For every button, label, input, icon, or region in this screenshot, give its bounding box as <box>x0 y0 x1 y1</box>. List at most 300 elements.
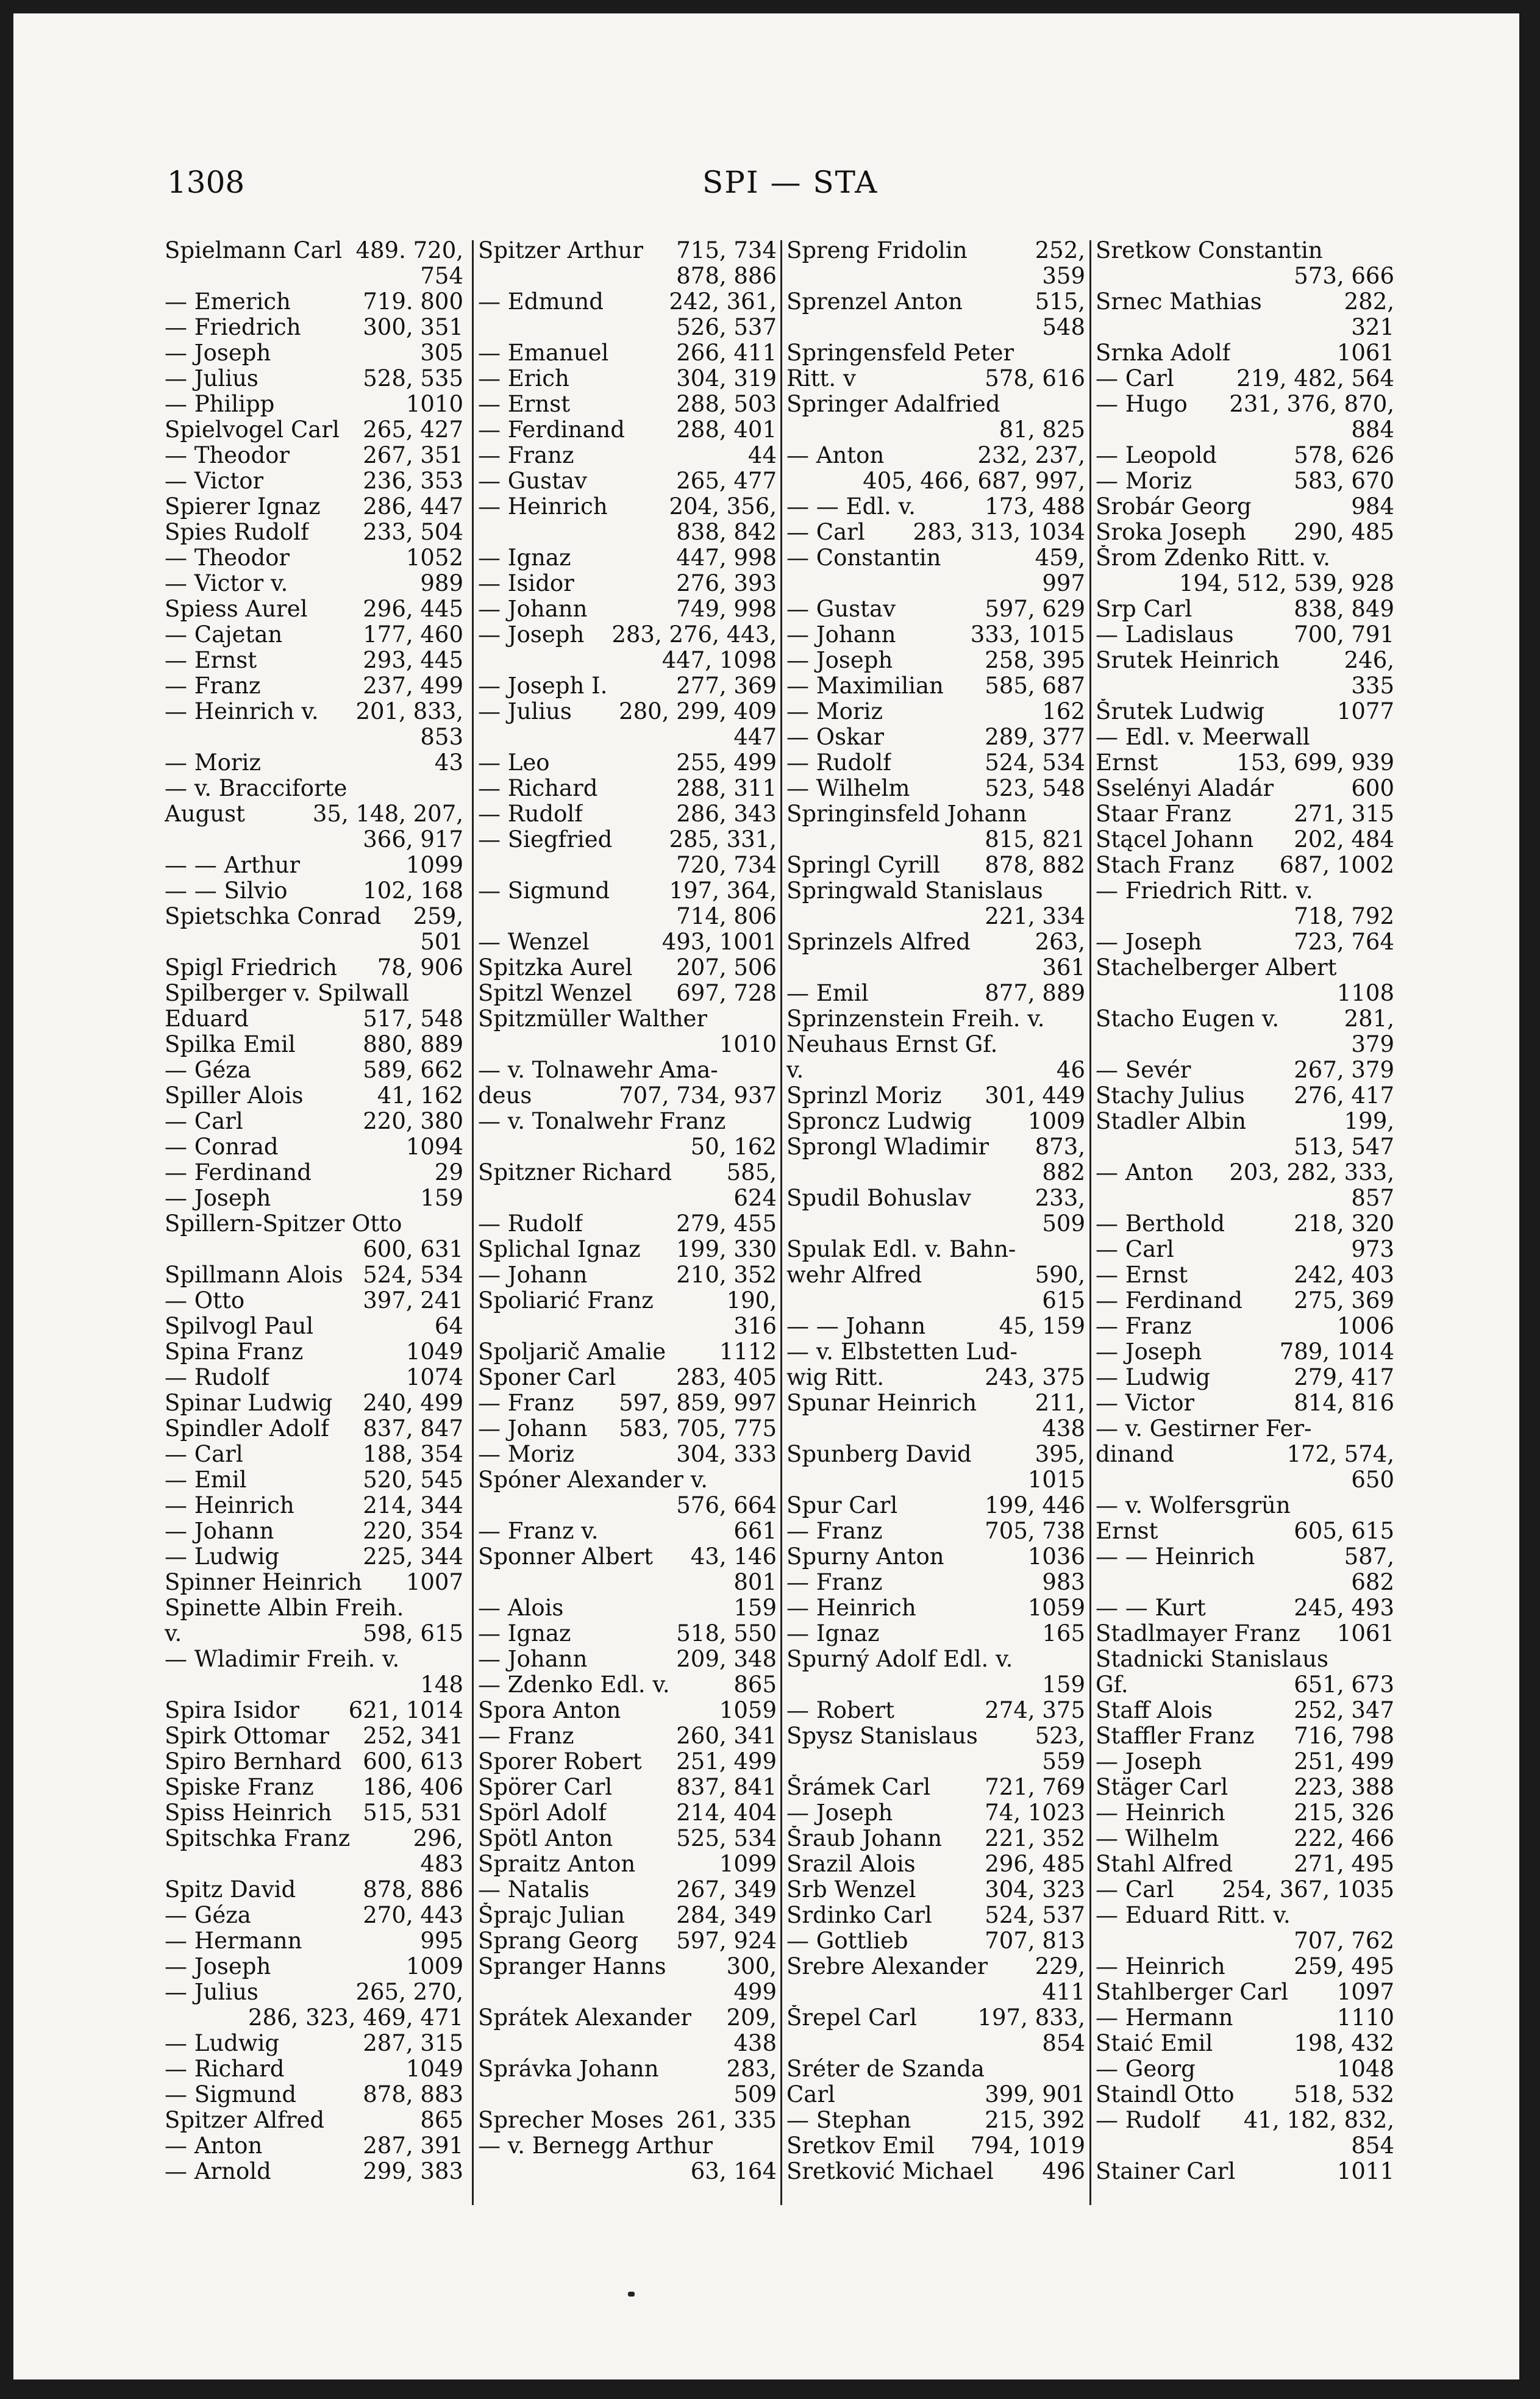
entry-pages: 615 <box>1042 1287 1085 1314</box>
entry-name: — — Johann <box>786 1314 926 1339</box>
index-line <box>165 1646 463 1672</box>
entry-pages: 43, 146 <box>690 1543 777 1570</box>
entry-name: — Leo <box>478 750 550 776</box>
index-line <box>478 571 777 596</box>
entry-pages: 188, 354 <box>363 1441 463 1467</box>
index-line <box>786 827 1085 853</box>
entry-pages: 236, 353 <box>363 468 463 494</box>
entry-pages: 190, <box>726 1287 777 1314</box>
index-line <box>165 1903 463 1928</box>
entry-name: Staindl Otto <box>1096 2082 1235 2108</box>
entry-pages: 411 <box>1042 1979 1085 2005</box>
index-line <box>165 1237 463 1262</box>
entry-pages: 232, 237, <box>977 442 1085 468</box>
page-number: 1308 <box>167 165 245 200</box>
index-line <box>786 520 1085 545</box>
entry-name: — Emerich <box>165 289 291 315</box>
index-line <box>1096 673 1394 699</box>
entry-name: — Ferdinand <box>478 417 625 443</box>
entry-name: — v. Wolfersgrün <box>1096 1493 1291 1518</box>
entry-name: Spillmann Alois <box>165 1262 343 1288</box>
index-line <box>1096 2031 1394 2056</box>
entry-pages: 102, 168 <box>363 878 463 904</box>
index-line <box>1096 263 1394 289</box>
entry-name: — Rudolf <box>1096 2108 1200 2133</box>
index-line <box>1096 1851 1394 1877</box>
entry-pages: 201, 833, <box>355 698 463 724</box>
entry-pages: 878, 883 <box>363 2081 463 2108</box>
index-line <box>786 1698 1085 1723</box>
index-line <box>478 417 777 443</box>
index-line <box>478 750 777 776</box>
index-line <box>1096 929 1394 955</box>
index-line <box>478 1723 777 1749</box>
entry-pages: 682 <box>1351 1569 1394 1595</box>
entry-name: Sroka Joseph <box>1096 520 1247 545</box>
entry-pages: 597, 629 <box>985 596 1085 622</box>
entry-name: Spina Franz <box>165 1339 304 1365</box>
index-line <box>1096 1800 1394 1826</box>
entry-name: — Heinrich <box>165 1493 294 1518</box>
entry-name: — Rudolf <box>165 1365 269 1390</box>
entry-name: Spudil Bohuslav <box>786 1185 971 1211</box>
index-line <box>1096 391 1394 417</box>
index-line <box>786 366 1085 391</box>
entry-pages: 210, 352 <box>676 1262 777 1288</box>
entry-pages: 274, 375 <box>985 1697 1085 1723</box>
entry-pages: 585, <box>726 1159 777 1185</box>
entry-name: — Franz <box>786 1518 883 1544</box>
entry-name: Spinette Albin Freih. <box>165 1595 404 1621</box>
index-line <box>165 1749 463 1775</box>
entry-name: Srnka Adolf <box>1096 340 1231 366</box>
entry-name: — Moriz <box>165 750 261 776</box>
entry-pages: 243, 375 <box>985 1364 1085 1390</box>
index-line <box>165 1544 463 1570</box>
index-line <box>478 1775 777 1800</box>
entry-name: Spurný Adolf Edl. v. <box>786 1646 1013 1672</box>
index-line <box>165 904 463 929</box>
index-line <box>478 1083 777 1109</box>
entry-pages: 203, 282, 333, <box>1229 1159 1394 1185</box>
entry-pages: 276, 393 <box>676 570 777 596</box>
index-line <box>165 238 463 263</box>
entry-pages: 517, 548 <box>363 1006 463 1032</box>
entry-name: Splichal Ignaz <box>478 1237 641 1262</box>
entry-pages: 237, 499 <box>363 673 463 699</box>
entry-pages: 283, 405 <box>676 1364 777 1390</box>
entry-name: Spranger Hanns <box>478 1954 666 1979</box>
entry-pages: 651, 673 <box>1294 1671 1394 1698</box>
entry-pages: 258, 395 <box>985 647 1085 673</box>
entry-pages: 1011 <box>1336 2158 1394 2184</box>
index-line <box>165 520 463 545</box>
entry-pages: 496 <box>1042 2158 1085 2184</box>
entry-name: Spunar Heinrich <box>786 1390 977 1416</box>
index-line <box>478 724 777 750</box>
index-line <box>1096 1672 1394 1698</box>
entry-pages: 854 <box>1351 2133 1394 2159</box>
entry-name: Springl Cyrill <box>786 853 941 878</box>
entry-name: wig Ritt. <box>786 1365 885 1390</box>
entry-name: — Ferdinand <box>1096 1288 1242 1314</box>
index-line <box>478 1621 777 1646</box>
index-line <box>165 1339 463 1365</box>
entry-pages: 245, 493 <box>1294 1595 1394 1621</box>
entry-name: Spinner Heinrich <box>165 1570 362 1595</box>
index-line <box>1096 1160 1394 1185</box>
entry-pages: 267, 379 <box>1294 1057 1394 1083</box>
entry-pages: 252, <box>1035 237 1085 263</box>
index-line <box>478 622 777 648</box>
entry-name: — Géza <box>165 1903 251 1928</box>
entry-name: Sprenzel Anton <box>786 289 963 315</box>
entry-pages: 50, 162 <box>690 1134 777 1160</box>
index-line <box>478 1288 777 1314</box>
entry-pages: 296, 445 <box>363 596 463 622</box>
index-line <box>1096 545 1394 571</box>
index-line <box>165 2082 463 2108</box>
entry-name: — Emil <box>786 981 869 1006</box>
entry-name: — Joseph <box>478 622 585 648</box>
index-line <box>1096 1621 1394 1646</box>
index-line <box>786 1877 1085 1903</box>
entry-pages: 148 <box>420 1671 463 1698</box>
entry-pages: 578, 626 <box>1294 442 1394 468</box>
entry-name: — Ludwig <box>165 2031 280 2056</box>
entry-pages: 267, 351 <box>363 442 463 468</box>
index-line <box>165 1262 463 1288</box>
entry-pages: 1099 <box>405 852 463 878</box>
entry-pages: 714, 806 <box>676 903 777 929</box>
entry-pages: 44 <box>747 442 777 468</box>
entry-pages: 707, 813 <box>985 1928 1085 1954</box>
entry-name: Stadnicki Stanislaus <box>1096 1646 1328 1672</box>
index-line <box>786 1057 1085 1083</box>
entry-pages: 1036 <box>1027 1543 1085 1570</box>
entry-name: Sprinzl Moriz <box>786 1083 942 1109</box>
entry-pages: 515, <box>1035 288 1085 315</box>
entry-name: Spindler Adolf <box>165 1416 329 1442</box>
entry-pages: 520, 545 <box>363 1467 463 1493</box>
index-line <box>1096 571 1394 596</box>
index-line <box>478 776 777 801</box>
index-line <box>1096 1314 1394 1339</box>
entry-name: Spitzmüller Walther <box>478 1006 708 1032</box>
index-line <box>786 1518 1085 1544</box>
entry-pages: 186, 406 <box>363 1774 463 1800</box>
entry-pages: 252, 341 <box>363 1723 463 1749</box>
entry-pages: 447, 998 <box>676 545 777 571</box>
index-line <box>478 263 777 289</box>
entry-pages: 884 <box>1351 417 1394 443</box>
entry-name: Carl <box>786 2082 835 2108</box>
index-line <box>165 1954 463 1979</box>
index-line <box>165 391 463 417</box>
entry-pages: 271, 495 <box>1294 1851 1394 1877</box>
entry-pages: 74, 1023 <box>985 1800 1085 1826</box>
entry-name: — Franz <box>1096 1314 1192 1339</box>
entry-name: — Heinrich <box>1096 1800 1225 1826</box>
entry-name: — Joseph <box>1096 1339 1202 1365</box>
index-line <box>478 391 777 417</box>
index-line <box>786 801 1085 827</box>
entry-pages: 1052 <box>405 545 463 571</box>
entry-pages: 270, 443 <box>363 1902 463 1928</box>
entry-name: — Arnold <box>165 2159 271 2184</box>
entry-name: Srobár Georg <box>1096 494 1252 520</box>
index-line <box>786 878 1085 904</box>
index-line <box>786 391 1085 417</box>
entry-name: — v. Bernegg Arthur <box>478 2133 713 2159</box>
entry-name: Sprinzels Alfred <box>786 929 971 955</box>
index-line <box>478 904 777 929</box>
entry-name: — Ernst <box>1096 1262 1188 1288</box>
entry-name: Šprajc Julian <box>478 1903 625 1928</box>
entry-pages: 1097 <box>1336 1979 1394 2005</box>
index-line <box>786 1595 1085 1621</box>
entry-name: — Heinrich <box>478 494 608 520</box>
entry-name: Sréter de Szanda <box>786 2056 985 2082</box>
index-line <box>786 955 1085 981</box>
entry-pages: 159 <box>733 1595 777 1621</box>
index-line <box>1096 1723 1394 1749</box>
entry-name: — v. Bracciforte <box>165 776 348 801</box>
index-column-1 <box>165 238 463 2184</box>
entry-pages: 64 <box>434 1313 463 1339</box>
entry-name: — v. Gestirner Fer- <box>1096 1416 1312 1442</box>
entry-name: — Siegfried <box>478 827 613 853</box>
entry-pages: 877, 889 <box>985 980 1085 1006</box>
entry-pages: 162 <box>1042 698 1085 724</box>
entry-pages: 853 <box>420 724 463 750</box>
index-line <box>786 2031 1085 2056</box>
index-line <box>478 1544 777 1570</box>
entry-name: — Franz v. <box>478 1518 599 1544</box>
index-line <box>1096 596 1394 622</box>
entry-name: Stadler Albin <box>1096 1109 1247 1134</box>
entry-name: — Rudolf <box>478 801 583 827</box>
entry-pages: 597, 924 <box>676 1928 777 1954</box>
index-line <box>1096 1544 1394 1570</box>
entry-name: — Johann <box>478 596 588 622</box>
index-line <box>478 238 777 263</box>
entry-pages: 286, 343 <box>676 801 777 827</box>
index-line <box>786 1570 1085 1595</box>
index-line <box>786 1262 1085 1288</box>
entry-name: — Johann <box>786 622 896 648</box>
entry-name: Spoliarić Franz <box>478 1288 654 1314</box>
entry-name: Spielvogel Carl <box>165 417 340 443</box>
entry-pages: 251, 499 <box>1294 1748 1394 1775</box>
entry-name: Šrutek Ludwig <box>1096 699 1265 724</box>
index-line <box>1096 955 1394 981</box>
entry-pages: 288, 311 <box>676 775 777 801</box>
entry-name: Spietschka Conrad <box>165 904 382 929</box>
entry-pages: 447 <box>733 724 777 750</box>
entry-pages: 1010 <box>719 1031 777 1057</box>
entry-name: — Carl <box>1096 1237 1174 1262</box>
entry-pages: 361 <box>1042 954 1085 981</box>
index-line <box>1096 1083 1394 1109</box>
entry-name: Staff Alois <box>1096 1698 1213 1723</box>
entry-name: — Victor <box>1096 1390 1195 1416</box>
entry-pages: 199, <box>1344 1108 1394 1134</box>
index-line <box>165 2056 463 2082</box>
entry-pages: 880, 889 <box>363 1031 463 1057</box>
entry-name: — Joseph <box>165 340 271 366</box>
entry-name: — Johann <box>478 1262 588 1288</box>
entry-name: Spoljarič Amalie <box>478 1339 666 1365</box>
entry-pages: 459, <box>1035 545 1085 571</box>
index-line <box>1096 315 1394 340</box>
entry-name: — Johann <box>165 1518 274 1544</box>
index-line <box>478 545 777 571</box>
index-line <box>478 1646 777 1672</box>
entry-pages: 397, 241 <box>363 1287 463 1314</box>
index-line <box>165 1723 463 1749</box>
entry-name: — Moriz <box>478 1442 574 1467</box>
entry-name: — Franz <box>786 1570 883 1595</box>
entry-pages: 35, 148, 207, <box>312 801 463 827</box>
entry-pages: 223, 388 <box>1294 1774 1394 1800</box>
entry-pages: 1112 <box>719 1339 777 1365</box>
index-line <box>478 955 777 981</box>
index-line <box>478 1800 777 1826</box>
entry-pages: 597, 859, 997 <box>619 1390 777 1416</box>
column-rule <box>780 240 782 2205</box>
entry-name: — Sigmund <box>165 2082 297 2108</box>
index-line <box>478 1749 777 1775</box>
index-line <box>165 1211 463 1237</box>
entry-name: Staar Franz <box>1096 801 1232 827</box>
entry-name: Stahl Alfred <box>1096 1851 1233 1877</box>
entry-name: Spitzner Richard <box>478 1160 672 1185</box>
index-line <box>1096 827 1394 853</box>
entry-pages: 304, 319 <box>676 365 777 391</box>
entry-name: — v. Tonalwehr Franz <box>478 1109 726 1134</box>
index-line <box>478 1237 777 1262</box>
index-line <box>1096 1006 1394 1032</box>
index-line <box>786 2082 1085 2108</box>
entry-pages: 289, 377 <box>985 724 1085 750</box>
index-line <box>786 648 1085 673</box>
entry-name: — Géza <box>165 1057 251 1083</box>
index-line <box>165 340 463 366</box>
entry-name: — Joseph <box>786 648 893 673</box>
entry-name: Spiske Franz <box>165 1775 314 1800</box>
entry-name: Ritt. v <box>786 366 856 391</box>
entry-name: Spora Anton <box>478 1698 621 1723</box>
entry-pages: 304, 333 <box>676 1441 777 1467</box>
entry-name: — Friedrich <box>165 315 301 340</box>
index-line <box>1096 1390 1394 1416</box>
index-line <box>478 648 777 673</box>
index-line <box>1096 622 1394 648</box>
index-line <box>165 648 463 673</box>
entry-name: — Wladimir Freih. v. <box>165 1646 400 1672</box>
index-line <box>478 853 777 878</box>
entry-name: — Johann <box>478 1646 588 1672</box>
index-line <box>786 289 1085 315</box>
entry-pages: 246, <box>1344 647 1394 673</box>
index-line <box>478 1954 777 1979</box>
entry-name: — Joseph I. <box>478 673 608 699</box>
entry-pages: 1015 <box>1027 1467 1085 1493</box>
index-line <box>786 1621 1085 1646</box>
index-line <box>478 2133 777 2159</box>
index-line <box>165 1877 463 1903</box>
entry-name: Sprang Georg <box>478 1928 639 1954</box>
entry-pages: 296, 485 <box>985 1851 1085 1877</box>
index-line <box>165 1775 463 1800</box>
entry-pages: 1049 <box>405 1339 463 1365</box>
entry-pages: 524, 534 <box>363 1262 463 1288</box>
entry-name: Ernst <box>1096 1518 1158 1544</box>
index-line <box>478 699 777 724</box>
entry-name: Spur Carl <box>786 1493 898 1518</box>
index-line <box>1096 1928 1394 1954</box>
entry-pages: 265, 270, <box>355 1979 463 2005</box>
index-line <box>786 315 1085 340</box>
entry-pages: 865 <box>733 1671 777 1698</box>
index-line <box>786 340 1085 366</box>
entry-name: Sproncz Ludwig <box>786 1109 972 1134</box>
entry-name: Staffler Franz <box>1096 1723 1255 1749</box>
entry-pages: 265, 477 <box>676 468 777 494</box>
index-line <box>1096 1518 1394 1544</box>
entry-name: Šrámek Carl <box>786 1775 931 1800</box>
entry-name: v. <box>165 1621 182 1646</box>
index-line <box>478 1160 777 1185</box>
entry-name: Sretkov Emil <box>786 2133 935 2159</box>
index-line <box>1096 648 1394 673</box>
entry-pages: 281, <box>1344 1006 1394 1032</box>
index-line <box>786 2108 1085 2133</box>
index-line <box>786 1467 1085 1493</box>
entry-pages: 165 <box>1042 1620 1085 1646</box>
index-line <box>1096 2082 1394 2108</box>
entry-name: — Edmund <box>478 289 604 315</box>
index-line <box>165 776 463 801</box>
entry-name: Sponer Carl <box>478 1365 616 1390</box>
entry-pages: 287, 391 <box>363 2133 463 2159</box>
entry-pages: 515, 531 <box>363 1800 463 1826</box>
index-line <box>1096 2159 1394 2184</box>
entry-pages: 215, 392 <box>985 2107 1085 2133</box>
index-line <box>1096 801 1394 827</box>
index-line <box>786 699 1085 724</box>
entry-name: — Heinrich <box>786 1595 916 1621</box>
entry-name: — Gustav <box>786 596 896 622</box>
entry-pages: 509 <box>1042 1210 1085 1237</box>
entry-name: — Eduard Ritt. v. <box>1096 1903 1291 1928</box>
index-line <box>1096 2056 1394 2082</box>
entry-pages: 583, 705, 775 <box>619 1415 777 1442</box>
column-rule <box>472 240 474 2205</box>
entry-pages: 997 <box>1042 570 1085 596</box>
entry-name: Sselényi Aladár <box>1096 776 1274 801</box>
entry-name: — Wilhelm <box>786 776 910 801</box>
entry-pages: 1094 <box>405 1134 463 1160</box>
entry-name: Spilberger v. Spilwall <box>165 981 410 1006</box>
index-line <box>165 801 463 827</box>
entry-pages: 283, 276, 443, <box>611 621 777 648</box>
entry-name: Stainer Carl <box>1096 2159 1236 2184</box>
entry-pages: 242, 403 <box>1294 1262 1394 1288</box>
entry-pages: 1059 <box>1027 1595 1085 1621</box>
index-line <box>786 238 1085 263</box>
